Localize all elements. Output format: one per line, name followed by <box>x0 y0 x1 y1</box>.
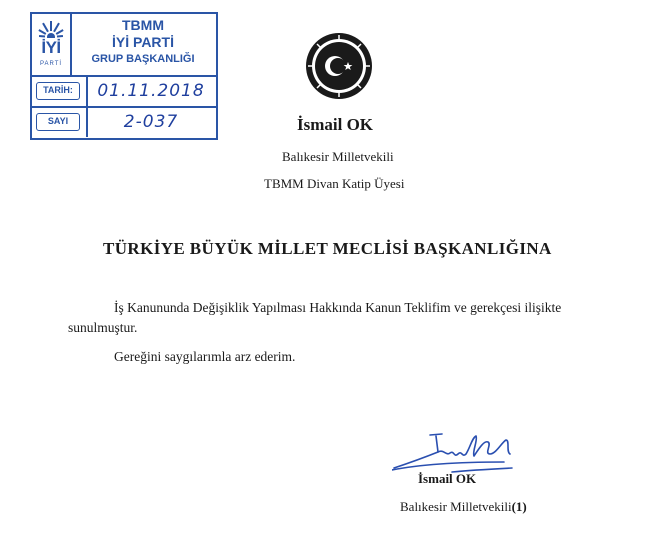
paragraph-1-line-2: sunulmuştur. <box>68 320 138 335</box>
logo-text: İYİ <box>41 38 61 57</box>
sun-rays-icon <box>38 18 64 38</box>
registration-stamp <box>30 12 218 140</box>
stamp-title <box>70 14 216 67</box>
sender-name: İsmail OK <box>297 115 374 134</box>
sender-role: TBMM Divan Katip Üyesi <box>264 176 405 191</box>
stamp-line-3: GRUP BAŞKANLIĞI <box>91 53 195 65</box>
stamp-date-value: 01.11.2018 <box>86 77 214 106</box>
sender-constituency: Balıkesir Milletvekili <box>282 149 394 164</box>
document-heading: TÜRKİYE BÜYÜK MİLLET MECLİSİ BAŞKANLIĞINA <box>103 239 552 258</box>
stamp-number-label: SAYI <box>36 113 80 131</box>
signatory-name: İsmail OK <box>418 471 477 486</box>
signatory-title-text: Balıkesir Milletvekili <box>400 499 512 514</box>
logo-subtext: PARTİ <box>39 61 63 67</box>
stamp-line-1: TBMM <box>122 17 164 33</box>
paragraph-2: Gereğini saygılarımla arz ederim. <box>114 349 296 364</box>
stamp-date-label: TARİH: <box>36 82 80 100</box>
stamp-date-row <box>32 77 216 108</box>
signatory-title-suffix: (1) <box>511 499 527 514</box>
stamp-number-row <box>32 108 216 138</box>
paragraph-1-line-1: İş Kanununda Değişiklik Yapılması Hakkında Kanun Teklifim ve gerekçesi ilişikte <box>114 300 562 315</box>
stamp-header <box>32 14 216 77</box>
signatory-title <box>400 499 527 515</box>
stamp-line-2: İYİ PARTİ <box>112 34 174 50</box>
iyi-parti-logo <box>32 14 72 75</box>
stamp-number-value: 2-037 <box>86 108 214 137</box>
tbmm-emblem-icon <box>304 31 374 101</box>
